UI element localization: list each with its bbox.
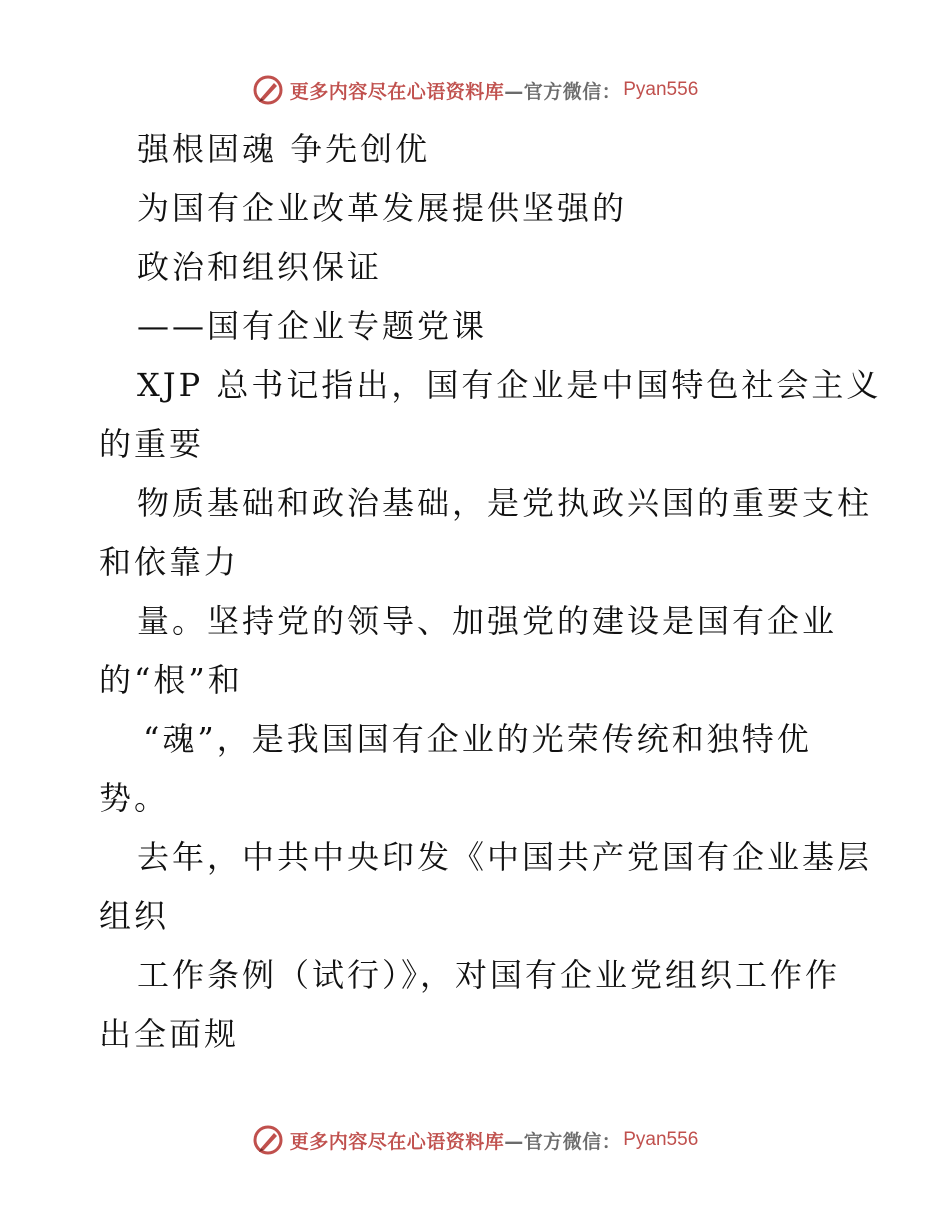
paragraph-line: 物质基础和政治基础，是党执政兴国的重要支柱 <box>137 484 873 522</box>
paragraph-line: 工作条例（试行）》，对国有企业党组织工作作 <box>137 956 841 994</box>
header-wechat-label: 官方微信： <box>523 80 622 103</box>
paragraph-line: 的“根”和 <box>99 661 243 699</box>
paragraph-line: XJP 总书记指出，国有企业是中国特色社会主义 <box>137 366 882 404</box>
doc-title-line-1: 强根固魂 争先创优 <box>137 130 431 168</box>
paragraph-line: 和依靠力 <box>99 543 240 581</box>
footer-dash: — <box>504 1130 524 1153</box>
doc-subtitle-line: ——国有企业专题党课 <box>137 307 488 345</box>
doc-title-line-2: 为国有企业改革发展提供坚强的 <box>137 189 628 227</box>
header-wechat-id: Pyan556 <box>623 79 699 100</box>
header-watermark-banner <box>0 70 950 110</box>
doc-title-line-3: 政治和组织保证 <box>137 248 383 286</box>
paragraph-line: 去年，中共中央印发《中国共产党国有企业基层 <box>137 838 873 876</box>
document-body <box>99 120 882 1064</box>
paragraph-line: 的重要 <box>99 425 205 463</box>
paragraph-line: 量。坚持党的领导、加强党的建设是国有企业 <box>137 602 838 640</box>
footer-wechat-id: Pyan556 <box>623 1129 699 1150</box>
footer-brand-text: 更多内容尽在心语资料库 <box>289 1130 505 1153</box>
header-dash: — <box>504 80 524 103</box>
header-brand-text: 更多内容尽在心语资料库 <box>289 80 505 103</box>
paragraph-line: “魂”，是我国国有企业的光荣传统和独特优 <box>143 720 812 758</box>
footer-watermark-banner <box>0 1120 950 1160</box>
paragraph-line: 出全面规 <box>99 1015 240 1053</box>
footer-wechat-label: 官方微信： <box>523 1130 622 1153</box>
feather-pen-logo-icon <box>252 74 284 106</box>
feather-pen-logo-icon <box>252 1124 284 1156</box>
paragraph-line: 势。 <box>99 779 170 817</box>
paragraph-line: 组织 <box>99 897 170 935</box>
